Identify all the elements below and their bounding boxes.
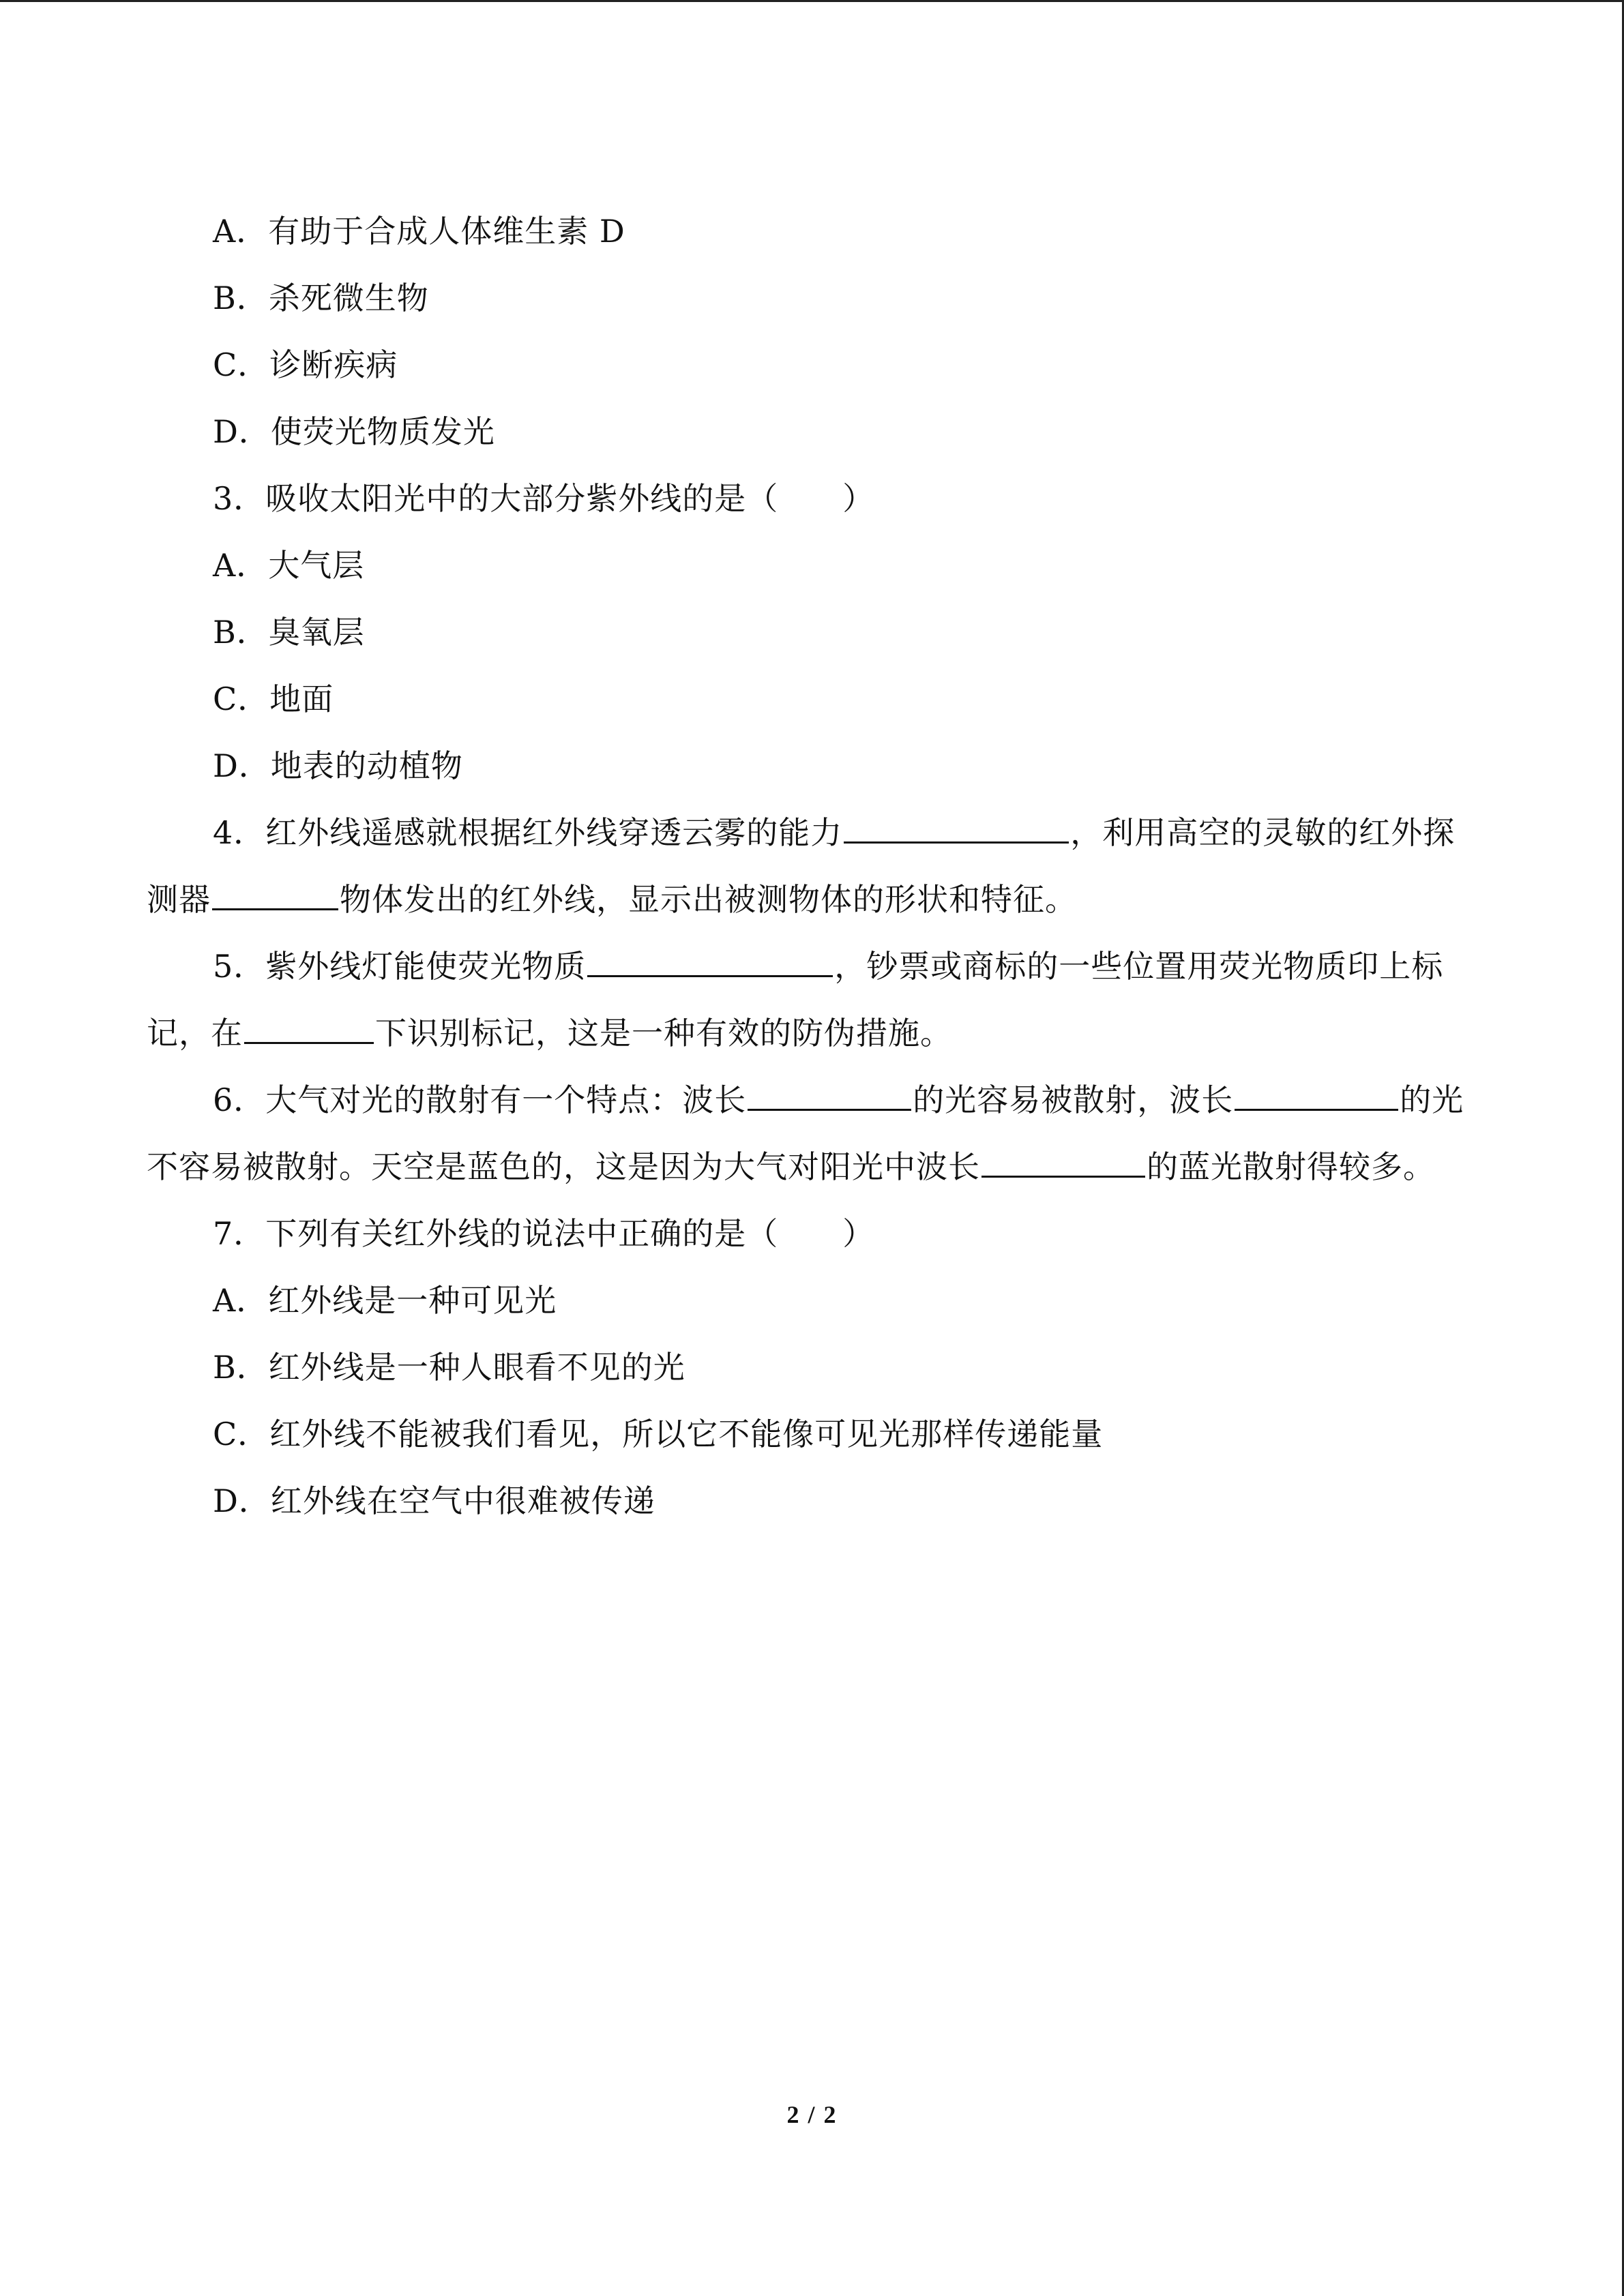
q4-text-4: 物体发出的红外线，显示出被测物体的形状和特征。: [340, 881, 1077, 918]
q3-option-b: B．臭氧层: [213, 614, 365, 651]
q5-line-2: [147, 1000, 1473, 1067]
q6-text-1: 6．大气对光的散射有一个特点：波长: [213, 1082, 747, 1118]
q6-text-3: 的光: [1400, 1082, 1464, 1118]
q7-option-a: A．红外线是一种可见光: [213, 1282, 557, 1319]
q4-text-3: 测器: [147, 881, 211, 918]
q4-line-1: [147, 799, 1473, 866]
q7-stem: 7．下列有关红外线的说法中正确的是（ ）: [213, 1215, 875, 1252]
page-number: 2 / 2: [786, 2101, 838, 2128]
q6-blank-2: [1235, 1073, 1398, 1111]
q7-option-c: C．红外线不能被我们看见，所以它不能像可见光那样传递能量: [213, 1416, 1104, 1452]
q4-text-2: ，利用高空的灵敏的红外探: [1070, 814, 1456, 851]
q3-stem: 3．吸收太阳光中的大部分紫外线的是（ ）: [213, 480, 875, 517]
q5-text-2: ，钞票或商标的一些位置用荧光物质印上标: [834, 948, 1444, 985]
q2-option-d: D．使荧光物质发光: [213, 413, 495, 450]
q6-text-4: 不容易被散射。天空是蓝色的，这是因为大气对阳光中波长: [147, 1148, 980, 1185]
q4-blank-1: [844, 806, 1069, 844]
q6-text-5: 的蓝光散射得较多。: [1147, 1148, 1435, 1185]
q3-option-c: C．地面: [213, 681, 334, 717]
q6-line-1: [147, 1067, 1473, 1133]
q3-option-a: A．大气层: [213, 547, 365, 584]
q6-blank-1: [748, 1073, 911, 1111]
document-body: [147, 198, 1473, 1534]
q5-text-1: 5．紫外线灯能使荧光物质: [213, 948, 587, 985]
q6-blank-3: [981, 1140, 1145, 1178]
q5-blank-1: [587, 940, 833, 977]
q6-line-2: [147, 1133, 1473, 1200]
q2-option-a: A．有助于合成人体维生素 D: [213, 213, 625, 250]
q2-option-b: B．杀死微生物: [213, 280, 429, 316]
q7-option-d: D．红外线在空气中很难被传递: [213, 1482, 655, 1519]
q4-line-2: [147, 866, 1473, 933]
q7-option-b: B．红外线是一种人眼看不见的光: [213, 1349, 685, 1386]
page-top-edge: [0, 0, 1624, 2]
q4-text-1: 4．红外线遥感就根据红外线穿透云雾的能力: [213, 814, 843, 851]
q3-option-d: D．地表的动植物: [213, 747, 463, 784]
q5-text-4: 下识别标记，这是一种有效的防伪措施。: [375, 1015, 952, 1052]
q5-text-3: 记，在: [147, 1015, 243, 1052]
q5-line-1: [147, 933, 1473, 1000]
q2-option-c: C．诊断疾病: [213, 346, 398, 383]
q4-blank-2: [212, 873, 338, 910]
q6-text-2: 的光容易被散射，波长: [913, 1082, 1234, 1118]
q5-blank-2: [244, 1007, 374, 1044]
